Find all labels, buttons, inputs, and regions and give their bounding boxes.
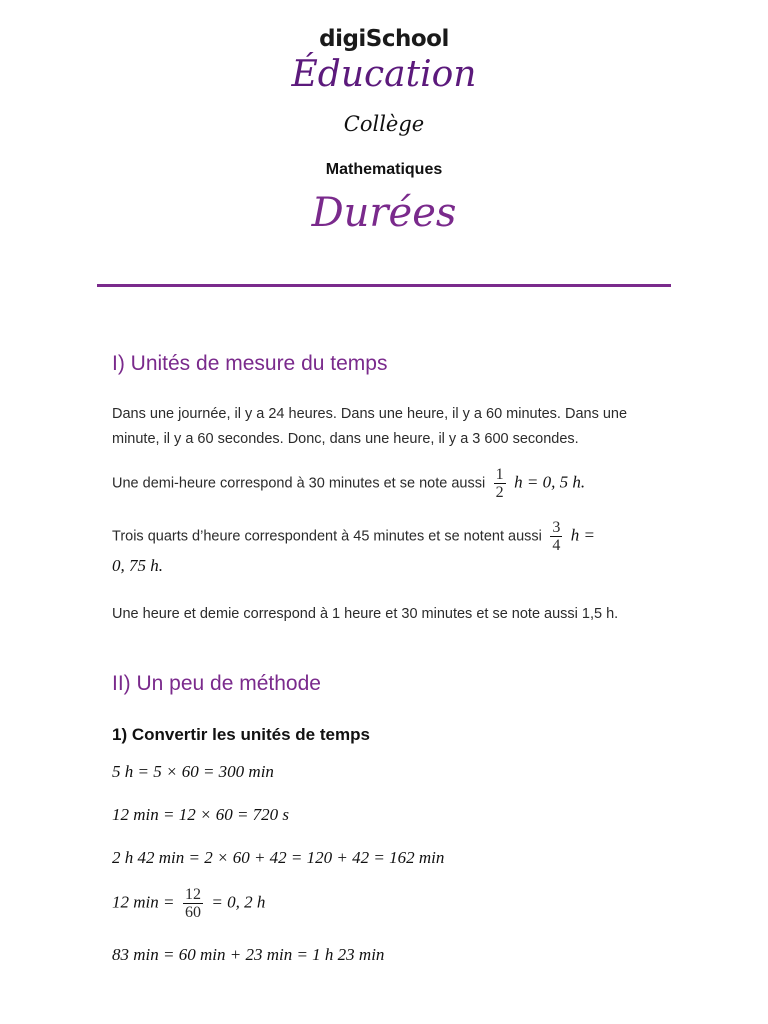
fraction-three-quarters (550, 519, 562, 554)
title-divider (97, 284, 671, 287)
section-1-heading: I) Unités de mesure du temps (112, 352, 388, 375)
fraction-denominator: 4 (552, 537, 561, 554)
section-1-heading-wrap (112, 352, 657, 376)
paragraph-3-math-a: h = (570, 525, 596, 545)
section-2-heading: II) Un peu de méthode (112, 672, 321, 695)
paragraph-2-math: h = 0, 5 h. (514, 472, 586, 492)
paragraph-3-math-b: 0, 75 h. (112, 556, 163, 575)
section-1-paragraph-4-wrap (112, 602, 672, 627)
level-label: Collège (343, 112, 425, 136)
paragraph-3-text: Trois quarts d’heure correspondent à 45 minutes et se notent aussi (112, 528, 542, 545)
equation-4-left: 12 min = (112, 892, 175, 912)
fraction-one-half (494, 466, 506, 501)
section-2-heading-wrap (112, 672, 657, 696)
equation-1: 5 h = 5 × 60 = 300 min (112, 762, 274, 781)
section-1-paragraph-1: Dans une journée, il y a 24 heures. Dans une heure, il y a 60 minutes. Dans une minute, il y a 60 secondes. Donc, dans une heure, il y a 3 600 secondes. (112, 406, 628, 447)
equation-5: 83 min = 60 min + 23 min = 1 h 23 min (112, 945, 385, 964)
fraction-numerator: 1 (495, 466, 504, 483)
section-1-paragraph-2 (112, 466, 672, 501)
equation-4-right: = 0, 2 h (211, 892, 266, 912)
section-1-paragraph-4: Une heure et demie correspond à 1 heure et 30 minutes et se note aussi 1,5 h. (112, 606, 619, 622)
fraction-12-over-60 (183, 886, 203, 921)
section-1-paragraph-3 (112, 519, 672, 576)
section-2-subheading: 1) Convertir les unités de temps (112, 725, 370, 744)
brand-logo: digiSchool (319, 26, 449, 52)
paragraph-2-text: Une demi-heure correspond à 30 minutes et se note aussi (112, 475, 486, 492)
fraction-numerator: 12 (184, 886, 201, 903)
fraction-numerator: 3 (552, 519, 561, 536)
equation-2: 12 min = 12 × 60 = 720 s (112, 805, 290, 824)
education-logo: Éducation (291, 54, 477, 95)
subject-label: Mathematiques (325, 161, 443, 178)
equation-4 (112, 886, 657, 921)
fraction-denominator: 60 (184, 904, 201, 921)
fraction-denominator: 2 (495, 484, 504, 501)
equation-3: 2 h 42 min = 2 × 60 + 42 = 120 + 42 = 162 min (112, 848, 445, 867)
section-1-paragraph-1-wrap (112, 402, 657, 452)
section-2-subheading-wrap (112, 725, 657, 745)
document-title: Durées (311, 190, 457, 236)
